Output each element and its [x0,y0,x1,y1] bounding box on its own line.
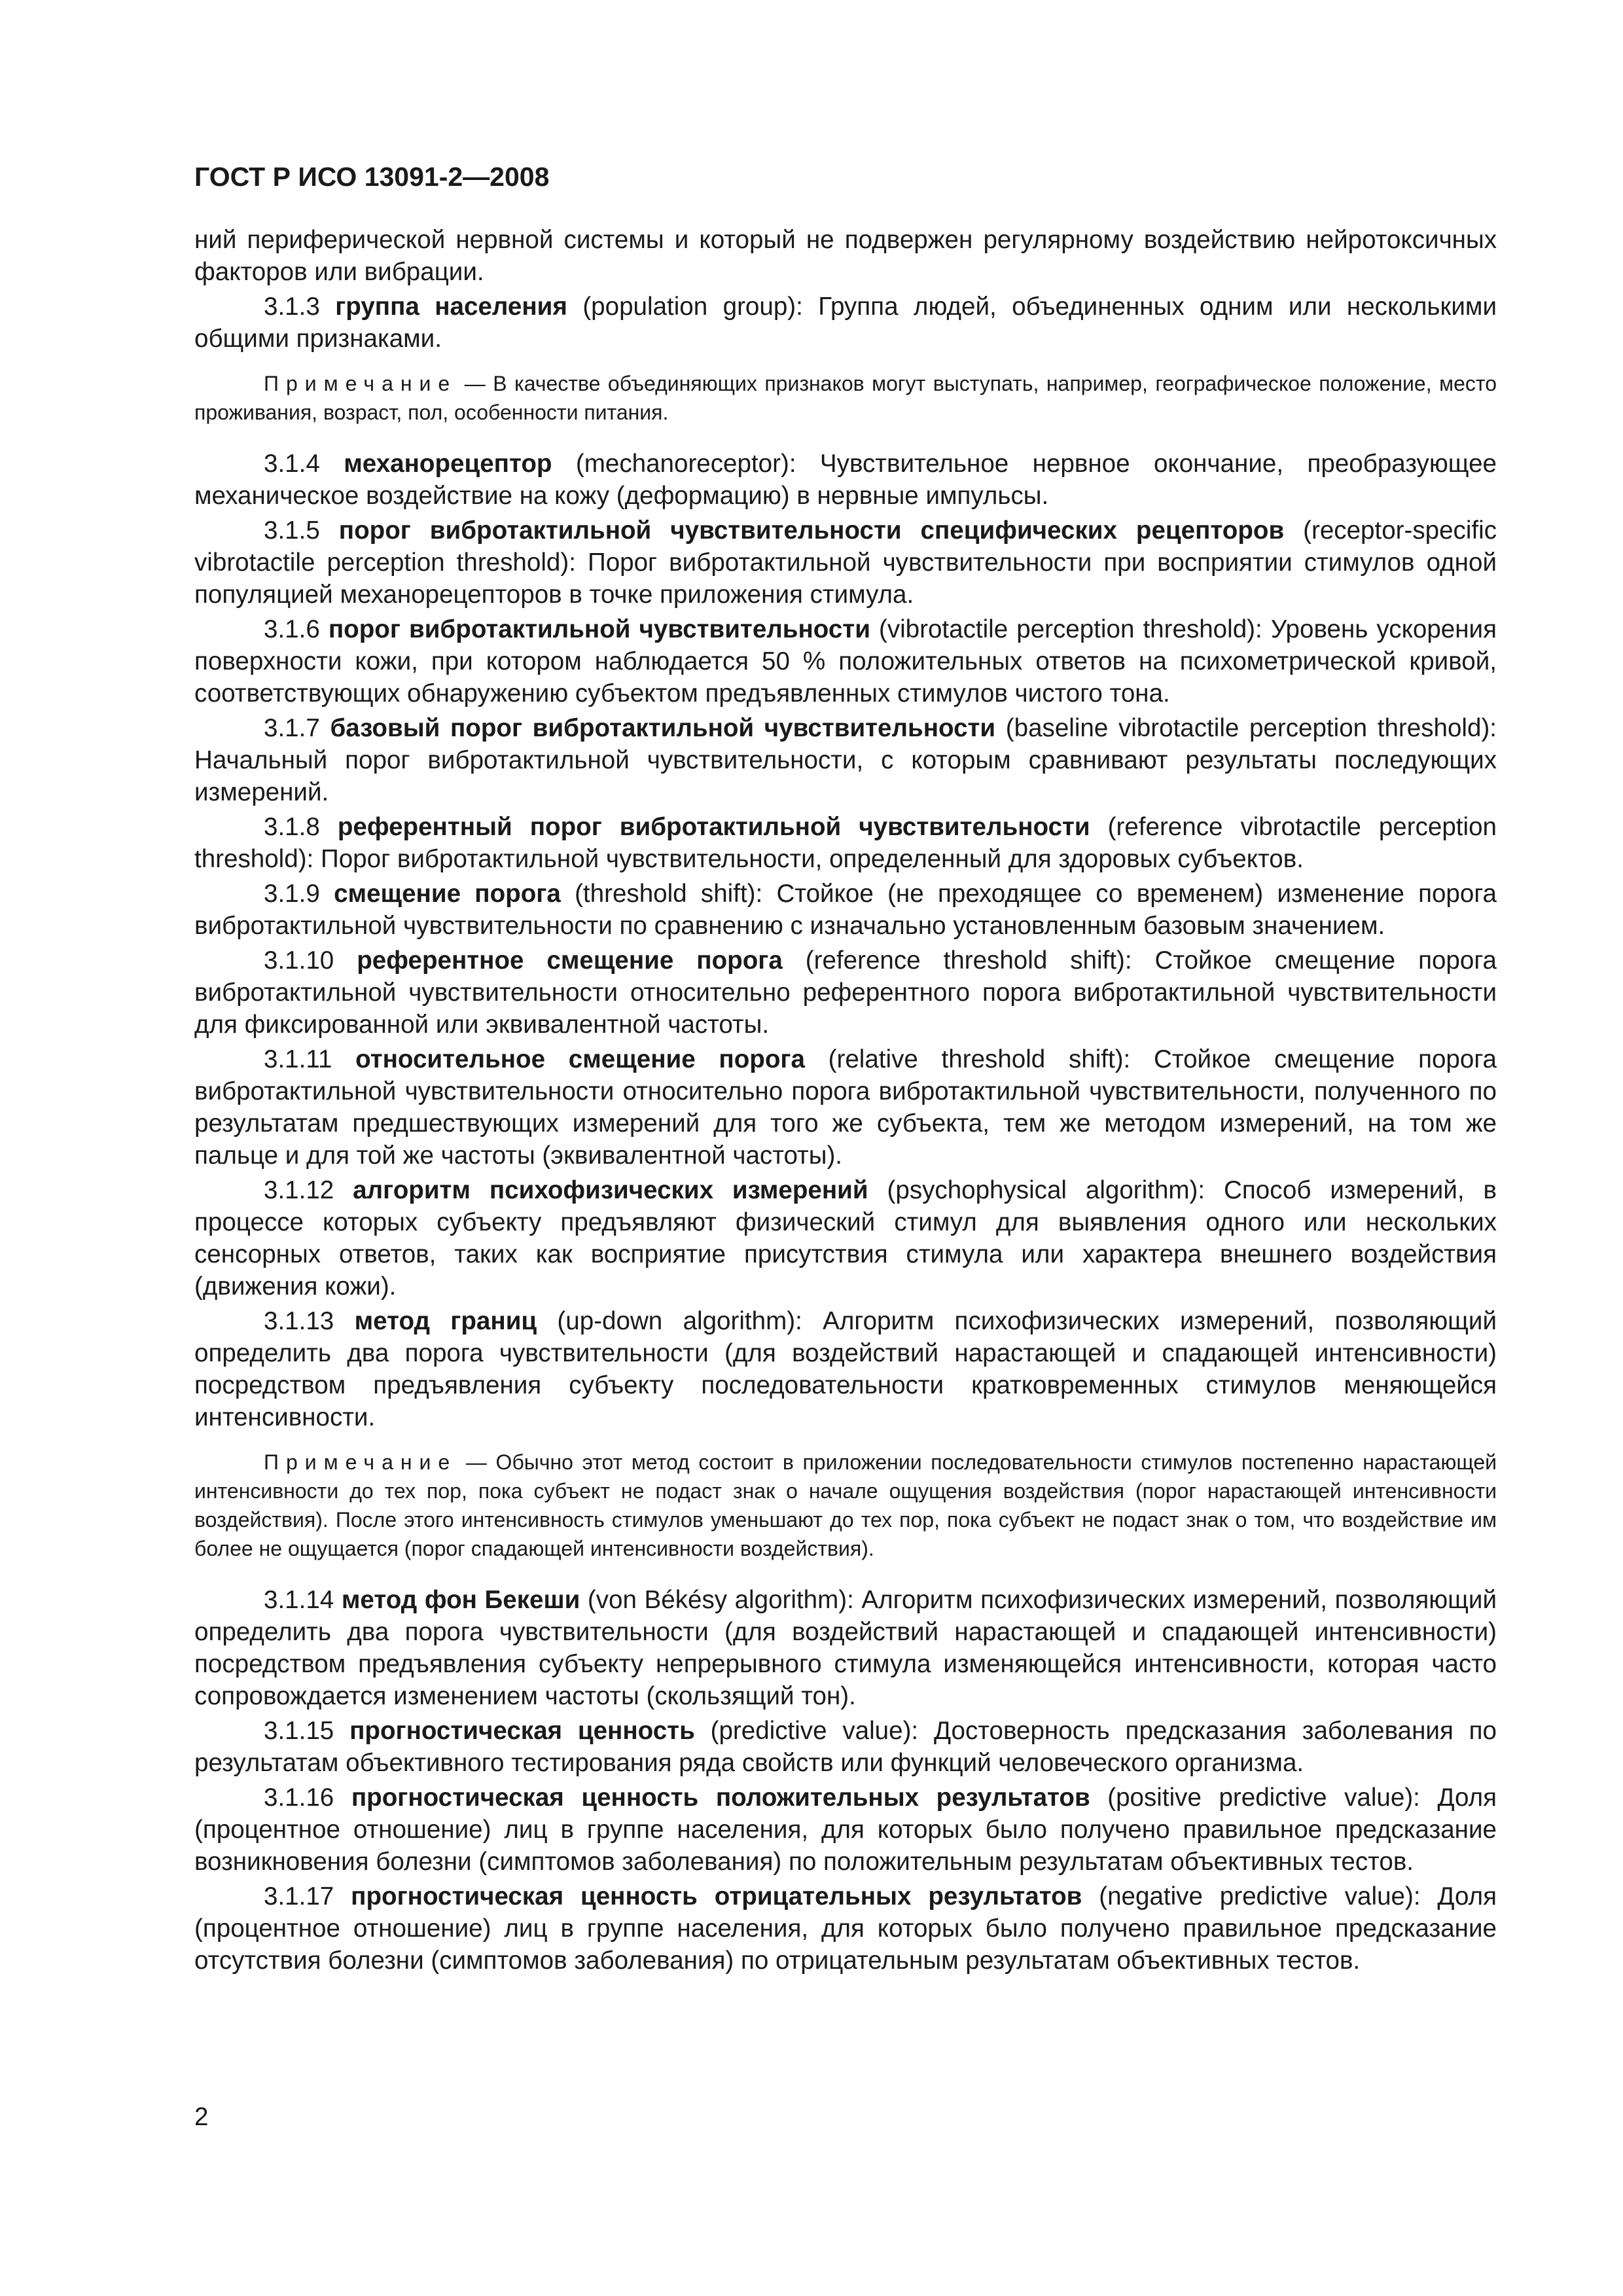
definition-number: 3.1.12 [264,1176,334,1204]
definition-term: алгоритм психофизических измерений [353,1176,868,1204]
note-label: Примечание [264,1450,457,1474]
definition-text: (negative predictive value): Доля (процентное отношение) лиц в группе населения, для которых было получено правильное предсказание отсутствия болезни (симптомов заболевания) по отрицательным результатам объективных тестов. [194,1882,1497,1975]
definition-text: (population group): Группа людей, объединенных одним или несколькими общими признаками. [194,293,1497,353]
definition-text: (threshold shift): Стойкое (не преходящее со временем) изменение порога вибротактильной чувствительности по сравнению с изначально установленным базовым значением. [194,880,1497,940]
definition-term: референтное смещение порога [357,946,783,975]
definition-number: 3.1.9 [264,880,320,908]
definition-term: порог вибротактильной чувствительности [328,615,870,643]
definition-term: прогностическая ценность положительных результатов [351,1784,1090,1812]
definition-3-1-17 [194,1880,1497,1977]
definition-3-1-5 [194,514,1497,611]
definition-text: (mechanoreceptor): Чувствительное нервное окончание, преобразующее механическое воздействие на кожу (деформацию) в нервные импульсы. [194,450,1497,510]
page-number: 2 [194,2103,209,2131]
definition-3-1-16 [194,1782,1497,1878]
definition-number: 3.1.17 [264,1882,334,1910]
definition-term: референтный порог вибротактильной чувствительности [337,813,1090,841]
definition-3-1-9 [194,878,1497,942]
definition-text: (positive predictive value): Доля (процентное отношение) лиц в группе населения, для которых было получено правильное предсказание возникновения болезни (симптомов заболевания) по положительным результатам объективных тестов. [194,1784,1497,1876]
definition-3-1-10 [194,944,1497,1041]
definition-number: 3.1.6 [264,615,320,643]
definition-number: 3.1.10 [264,946,334,975]
definition-term: порог вибротактильной чувствительности специфических рецепторов [338,516,1285,545]
definition-number: 3.1.3 [264,293,320,321]
definition-3-1-7 [194,712,1497,808]
definition-number: 3.1.13 [264,1307,334,1335]
note-text: — Обычно этот метод состоит в приложении последовательности стимулов постепенно нарастающей интенсивности до тех пор, пока субъект не подаст знак о начале ощущения воздействия (порог нарастающей интенсивности воздействия). После этого интенсивность стимулов уменьшают до тех пор, пока субъект не подаст знак о том, что воздействие им более не ощущается (порог спадающей интенсивности воздействия). [194,1450,1497,1560]
continuation-paragraph: ний периферической нервной системы и который не подвержен регулярному воздействию нейротоксичных факторов или вибрации. [194,226,1497,286]
note-1 [194,369,1497,427]
definition-text: (psychophysical algorithm): Способ измерений, в процессе которых субъекту предъявляют физический стимул для выявления одного или нескольких сенсорных ответов, таких как восприятие присутствия стимула или характера внешнего воздействия (движения кожи). [194,1176,1497,1300]
definition-3-1-12 [194,1174,1497,1302]
definition-number: 3.1.4 [264,450,320,478]
definition-term: базовый порог вибротактильной чувствительности [330,714,996,742]
definition-text: (relative threshold shift): Стойкое смещение порога вибротактильной чувствительности относительно порога вибротактильной чувствительности, полученного по результатам предшествующих измерений для того же субъекта, тем же методом измерений, на том же пальце и для той же частоты (эквивалентной частоты). [194,1045,1497,1170]
definition-3-1-11 [194,1043,1497,1172]
definition-text: (von Békésy algorithm): Алгоритм психофизических измерений, позволяющий определить два порога чувствительности (для воздействий нарастающей и спадающей интенсивности) посредством предъявления субъекту непрерывного стимула изменяющейся интенсивности, которая часто сопровождается изменением частоты (скользящий тон). [194,1586,1497,1710]
standard-header: ГОСТ Р ИСО 13091-2—2008 [194,162,550,192]
document-page [194,157,1497,1979]
definition-3-1-3 [194,291,1497,355]
definition-text: (receptor-specific vibrotactile perception threshold): Порог вибротактильной чувствительности при восприятии стимулов одной популяцией механорецепторов в точке приложения стимула. [194,516,1497,609]
definition-number: 3.1.5 [264,516,320,545]
definition-number: 3.1.16 [264,1784,334,1812]
definition-number: 3.1.7 [264,714,320,742]
note-text: — В качестве объединяющих признаков могут выступать, например, географическое положение, место проживания, возраст, пол, особенности питания. [194,372,1497,424]
definition-term: метод фон Бекеши [341,1586,580,1614]
definition-number: 3.1.15 [264,1717,334,1745]
definition-text: (predictive value): Достоверность предсказания заболевания по результатам объективного тестирования ряда свойств или функций человеческого организма. [194,1717,1497,1777]
definition-text: (vibrotactile perception threshold): Уровень ускорения поверхности кожи, при котором наблюдается 50 % положительных ответов на психометрической кривой, соответствующих обнаружению субъектом предъявленных стимулов чистого тона. [194,615,1497,708]
definition-term: метод границ [354,1307,537,1335]
definition-term: смещение порога [334,880,561,908]
definition-number: 3.1.11 [264,1045,332,1073]
definition-text: (up-down algorithm): Алгоритм психофизических измерений, позволяющий определить два порога чувствительности (для воздействий нарастающей и спадающей интенсивности) посредством предъявления субъекту последовательности кратковременных стимулов меняющейся интенсивности. [194,1307,1497,1431]
definition-text: (reference vibrotactile perception threshold): Порог вибротактильной чувствительности, определенный для здоровых субъектов. [194,813,1497,873]
note-label: Примечание [264,372,457,395]
definition-3-1-4 [194,448,1497,512]
definition-term: прогностическая ценность отрицательных результатов [351,1882,1082,1910]
definition-term: относительное смещение порога [355,1045,805,1073]
definition-text: (reference threshold shift): Стойкое смещение порога вибротактильной чувствительности относительно референтного порога вибротактильной чувствительности для фиксированной или эквивалентной частоты. [194,946,1497,1039]
definition-number: 3.1.8 [264,813,320,841]
definition-text: (baseline vibrotactile perception threshold): Начальный порог вибротактильной чувствительности, с которым сравнивают результаты последующих измерений. [194,714,1497,806]
definition-number: 3.1.14 [264,1586,334,1614]
definition-3-1-13 [194,1305,1497,1433]
definition-term: прогностическая ценность [349,1717,695,1745]
note-2 [194,1448,1497,1563]
definition-term: механорецептор [344,450,552,478]
definition-3-1-6 [194,613,1497,709]
definition-term: группа населения [335,293,567,321]
definition-3-1-8 [194,811,1497,875]
definition-3-1-14 [194,1584,1497,1712]
definition-3-1-15 [194,1715,1497,1779]
